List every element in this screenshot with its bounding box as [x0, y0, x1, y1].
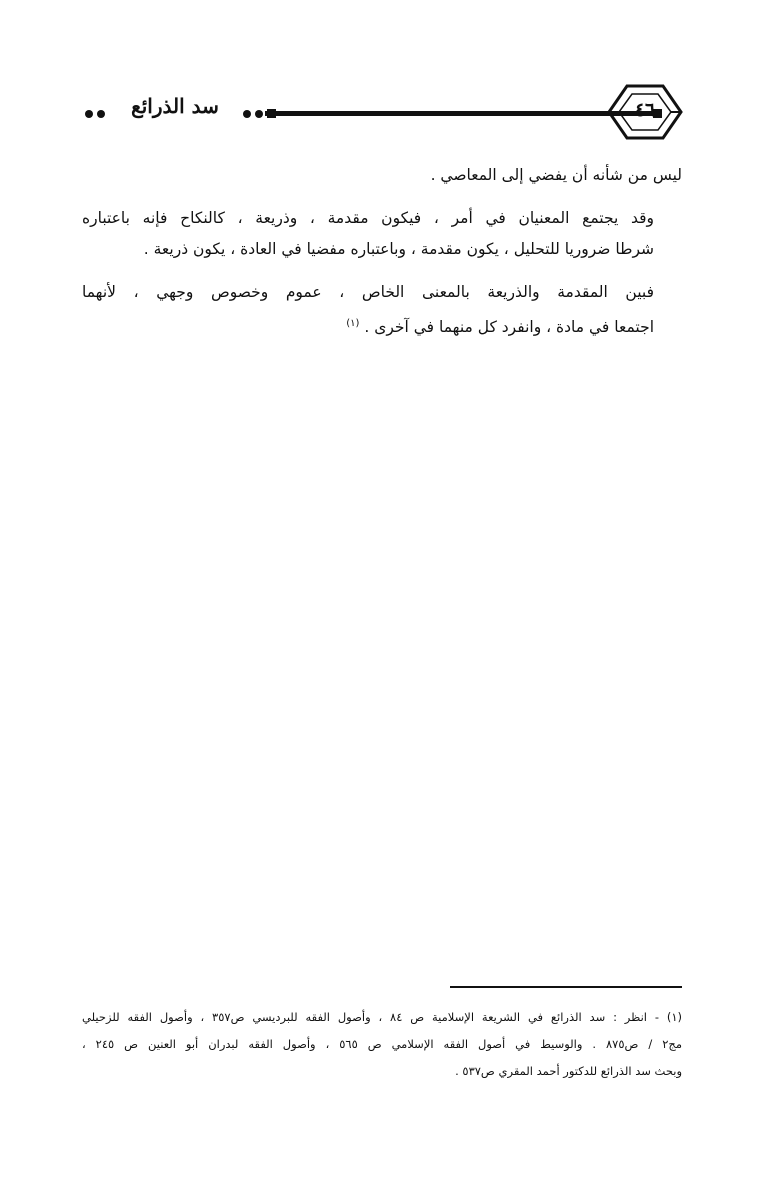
footnote-reference[interactable]: (١): [346, 318, 360, 329]
header-dot: [243, 110, 251, 118]
footnote-divider: [450, 986, 682, 988]
text-line: ليس من شأنه أن يفضي إلى المعاصي .: [430, 166, 682, 184]
text-line: شرطا ضروريا للتحليل ، يكون مقدمة ، وباعتباره مفضيا في العادة ، يكون ذريعة .: [143, 240, 654, 258]
running-title: سد الذرائع: [131, 94, 219, 118]
paragraph: [82, 160, 682, 191]
text-line: [82, 308, 682, 343]
paragraph: [82, 203, 682, 265]
page-number: ٤٦: [634, 99, 656, 121]
header-dot: [85, 110, 93, 118]
header-dot: [97, 110, 105, 118]
text-line: فبين المقدمة والذريعة بالمعنى الخاص ، عموم وخصوص وجهي ، لأنهما: [82, 283, 654, 301]
footnotes: [82, 1004, 682, 1085]
page-number-badge: [605, 82, 685, 142]
header-dot: [255, 110, 263, 118]
header-rule: [265, 111, 657, 116]
text-line-content: اجتمعا في مادة ، وانفرد كل منهما في آخرى .: [364, 318, 654, 337]
footnote-line: (١) - انظر : سد الذرائع في الشريعة الإسلامية ص ٨٤ ، وأصول الفقه للبرديسي ص٣٥٧ ، وأصول الفقه للزحيلي: [82, 1010, 682, 1024]
footnote-line: مج٢ / ص٨٧٥ . والوسيط في أصول الفقه الإسلامي ص ٥٦٥ ، وأصول الفقه لبدران أبو العنين ص ٢٤٥ ،: [82, 1037, 682, 1051]
footnote-line: وبحث سد الذرائع للدكتور أحمد المقري ص٥٣٧ .: [455, 1064, 682, 1078]
body-text: [82, 160, 682, 343]
page-header: [85, 82, 685, 142]
text-line: وقد يجتمع المعنيان في أمر ، فيكون مقدمة ، وذريعة ، كالنكاح فإنه باعتباره: [82, 209, 654, 227]
paragraph: [82, 277, 682, 343]
